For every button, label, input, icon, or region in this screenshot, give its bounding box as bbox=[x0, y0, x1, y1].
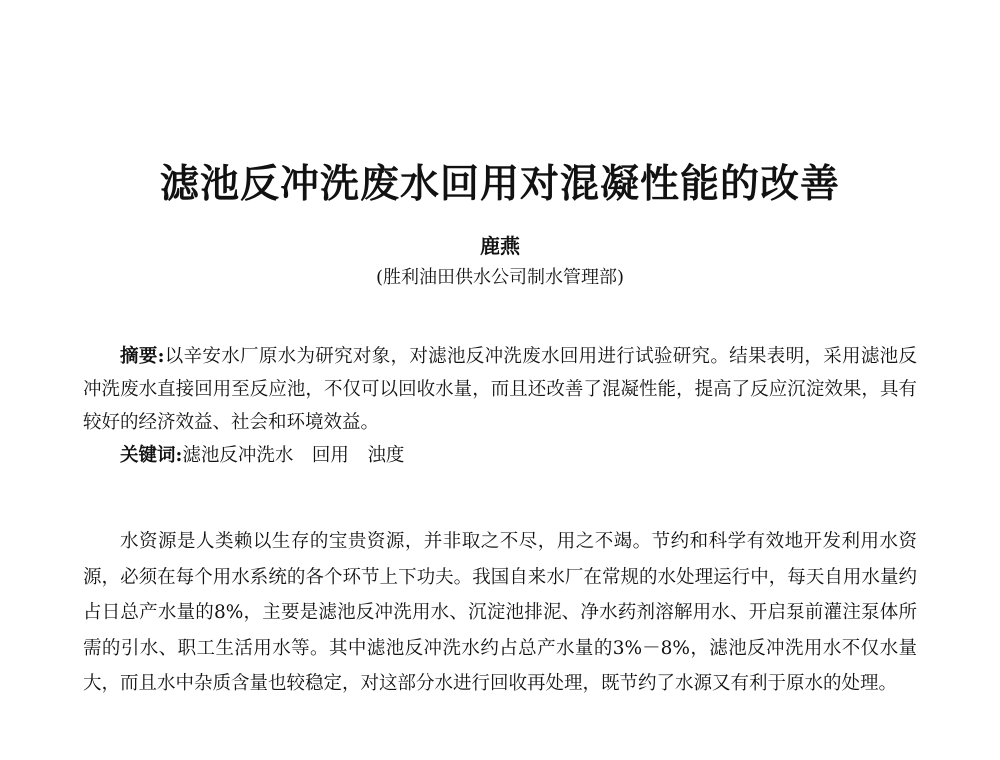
keywords-label: 关键词: bbox=[120, 445, 183, 466]
author-affiliation: (胜利油田供水公司制水管理部) bbox=[375, 267, 625, 288]
abstract-section bbox=[83, 340, 917, 439]
keyword-item: 回用 bbox=[311, 445, 349, 466]
keywords-section bbox=[83, 439, 917, 472]
keywords-paragraph bbox=[83, 439, 917, 472]
body-paragraph: 水资源是人类赖以生存的宝贵资源，并非取之不尽，用之不竭。节约和科学有效地开发利用水资源，必须在每个用水系统的各个环节上下功夫。我国自来水厂在常规的水处理运行中，每天自用水量约占日总产水量的8%，主要是滤池反冲洗用水、沉淀池排泥、净水药剂溶解用水、开启泵前灌注泵体所需的引水、职工生活用水等。其中滤池反冲洗水约占总产水量的3%－8%，滤池反冲洗用水不仅水量大，而且水中杂质含量也较稳定，对这部分水进行回收再处理，既节约了水源又有利于原水的处理。 bbox=[83, 531, 917, 694]
author-name: 鹿燕 bbox=[480, 234, 520, 258]
abstract-text: 以辛安水厂原水为研究对象，对滤池反冲洗废水回用进行试验研究。结果表明，采用滤池反冲洗废水直接回用至反应池，不仅可以回收水量，而且还改善了混凝性能，提高了反应沉淀效果，具有较好的经济效益、社会和环境效益。 bbox=[83, 346, 917, 433]
abstract-label: 摘要: bbox=[120, 346, 165, 367]
body-section bbox=[83, 524, 917, 702]
paper-title: 滤池反冲洗废水回用对混凝性能的改善 bbox=[159, 161, 840, 207]
keyword-item: 浊度 bbox=[367, 445, 405, 466]
abstract-paragraph bbox=[83, 340, 917, 439]
keyword-item: 滤池反冲洗水 bbox=[182, 445, 294, 466]
